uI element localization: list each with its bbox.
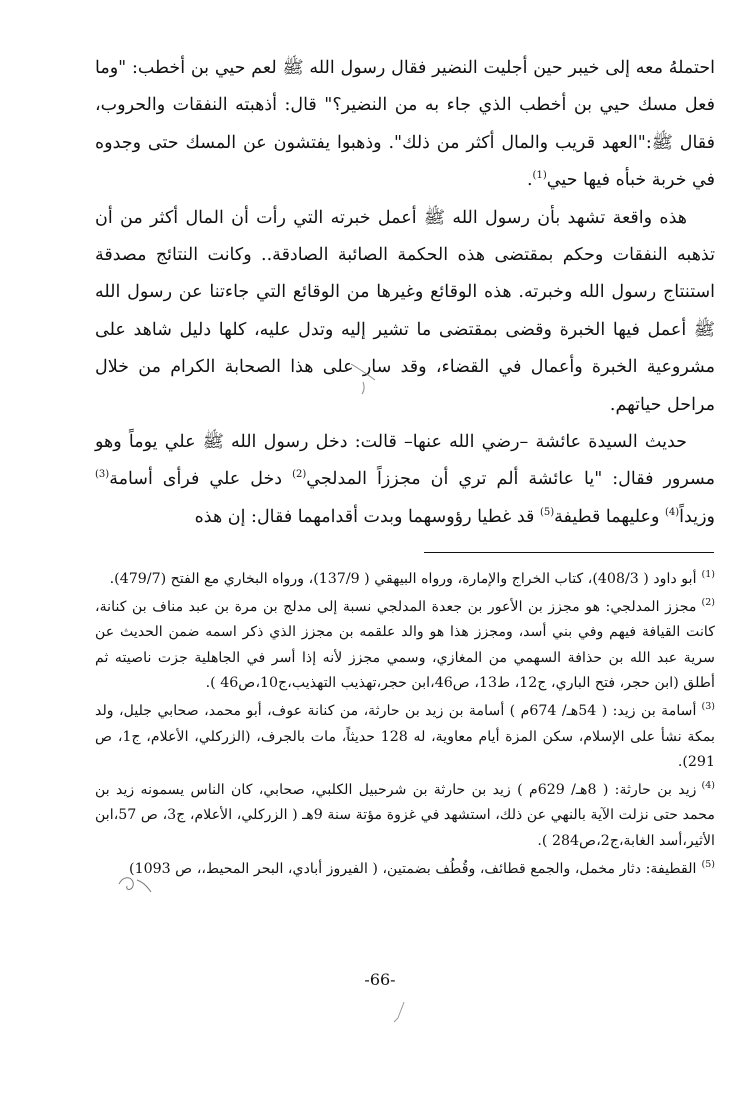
page-number: -66-: [364, 970, 396, 989]
pen-scribble-mark: [390, 1000, 410, 1024]
footnote-3: [95, 699, 715, 776]
footnote-ref-1: (1): [532, 170, 547, 182]
footnote-4: [95, 778, 715, 855]
paragraph-text: احتملهُ معه إلى خيبر حين أجليت النضير فقال رسول الله ﷺ لعم حيي بن أخطب: "وما فعل مسك حيي بن أخطب الذي جاء به من النضير؟" قال: أذهبته النفقات والحروب، فقال ﷺ:"العهد قريب والمال أكثر من ذلك". وذهبوا يفتشون عن المسك حتى وجدوه في خربة خبأه فيها حيي: [95, 58, 715, 191]
paragraph-text-end: .: [526, 170, 533, 191]
footnote-text: أسامة بن زيد: ( 54هـ/ 674م ) أسامة بن زيد بن حارثة، من كنانة عوف، أبو محمد، صحابي جليل، ولد بمكة نشأ على الإسلام، سكن المزة أيام معاوية، له 128 حديثاً، مات بالجرف، (الزركلي، الأعلام، ج1، ص 291).: [95, 702, 716, 771]
paragraph-text: وزيداً: [679, 506, 715, 527]
paragraph-text: وعليهما قطيفة: [554, 506, 665, 527]
paragraph-text: حديث السيدة عائشة –رضي الله عنها– قالت: دخل رسول الله ﷺ علي يوماً وهو مسرور فقال: "يا عائشة ألم تري أن مجززاً المدلجي: [95, 432, 715, 490]
footnote-divider: [424, 552, 714, 553]
footnote-text: أبو داود ( 408/3)، كتاب الخراج والإمارة، ورواه البيهقي ( 137/9)، ورواه البخاري مع الفتح (479/7).: [109, 571, 697, 587]
footnote-mark: (5): [701, 858, 715, 870]
footnote-2: [95, 595, 715, 697]
footnote-text: زيد بن حارثة: ( 8هـ/ 629م ) زيد بن حارثة بن شرحبيل الكلبي، صحابي، كان الناس يسمونه زيد بن محمد حتى نزلت الآية بالنهي عن ذلك، استشهد في غزوة مؤتة سنة 9هـ ( الزركلي، الأعلام، ج3، ص 57،ابن الأثير،أسد الغابة،ج2،ص284 ).: [95, 781, 715, 849]
footnote-5: [95, 857, 715, 883]
paragraph-expertise: هذه واقعة تشهد بأن رسول الله ﷺ أعمل خبرته التي رأت أن المال أكثر من أن تذهبه النفقات وحكم بمقتضى هذه الحكمة الصائبة الصادقة.. وكانت النتائج مصدقة استنتاج رسول الله وخبرته. هذه الوقائع وغيرها من الوقائع التي جاءتنا عن رسول الله ﷺ أعمل فيها الخبرة وقضى بمقتضى ما تشير إليه وتدل عليه، كلها دليل شاهد على مشروعية الخبرة وأعمال في القضاء، وقد سار على هذا الصحابة الكرام من خلال مراحل حياتهم.: [95, 207, 715, 415]
paragraph-text: قد غطيا رؤوسهما وبدت أقدامهما فقال: إن هذه: [194, 506, 540, 527]
footnote-ref-5: (5): [539, 507, 555, 519]
paragraph-aisha-hadith: [95, 424, 715, 536]
footnote-1: [95, 567, 715, 593]
footnote-text: مجزز المدلجي: هو مجزز بن الأعور بن جعدة المدلجي نسبة إلى مدلج بن مرة بن عبد مناف بن كنانة، كانت القيافة فيهم وفي بني أسد، ومجزز هذا هو والد علقمه بن مجزز الذي ذكر اسمه ضمن الحديث عن سرية عبد الله بن حذافة السهمي من المغازي، وسمي مجزز لأنه إذا أسر في الجاهلية جزت ناصيته ثم أطلق (ابن حجر، فتح الباري، ج12، ط13، ص46،ابن حجر،تهذيب التهذيب،ج10،ص46 ).: [95, 598, 715, 692]
footnote-mark: (4): [701, 780, 715, 792]
main-text: [95, 50, 715, 536]
footnote-ref-2: (2): [292, 469, 307, 481]
paragraph-text: دخل علي فرأى أسامة: [109, 469, 293, 490]
footnotes: [95, 567, 715, 884]
footnote-mark: (1): [701, 569, 715, 581]
footnote-ref-4: (4): [664, 507, 680, 519]
footnote-mark: (3): [701, 701, 715, 713]
footnote-mark: (2): [701, 596, 715, 608]
footnote-ref-3: (3): [95, 469, 110, 481]
paragraph-musk-story: [95, 50, 715, 200]
footnote-text: القطيفة: دثار مخمل، والجمع قطائف، وقُطُف بضمتين، ( الفيروز أبادي، البحر المحيط،، ص 1093): [129, 860, 697, 877]
